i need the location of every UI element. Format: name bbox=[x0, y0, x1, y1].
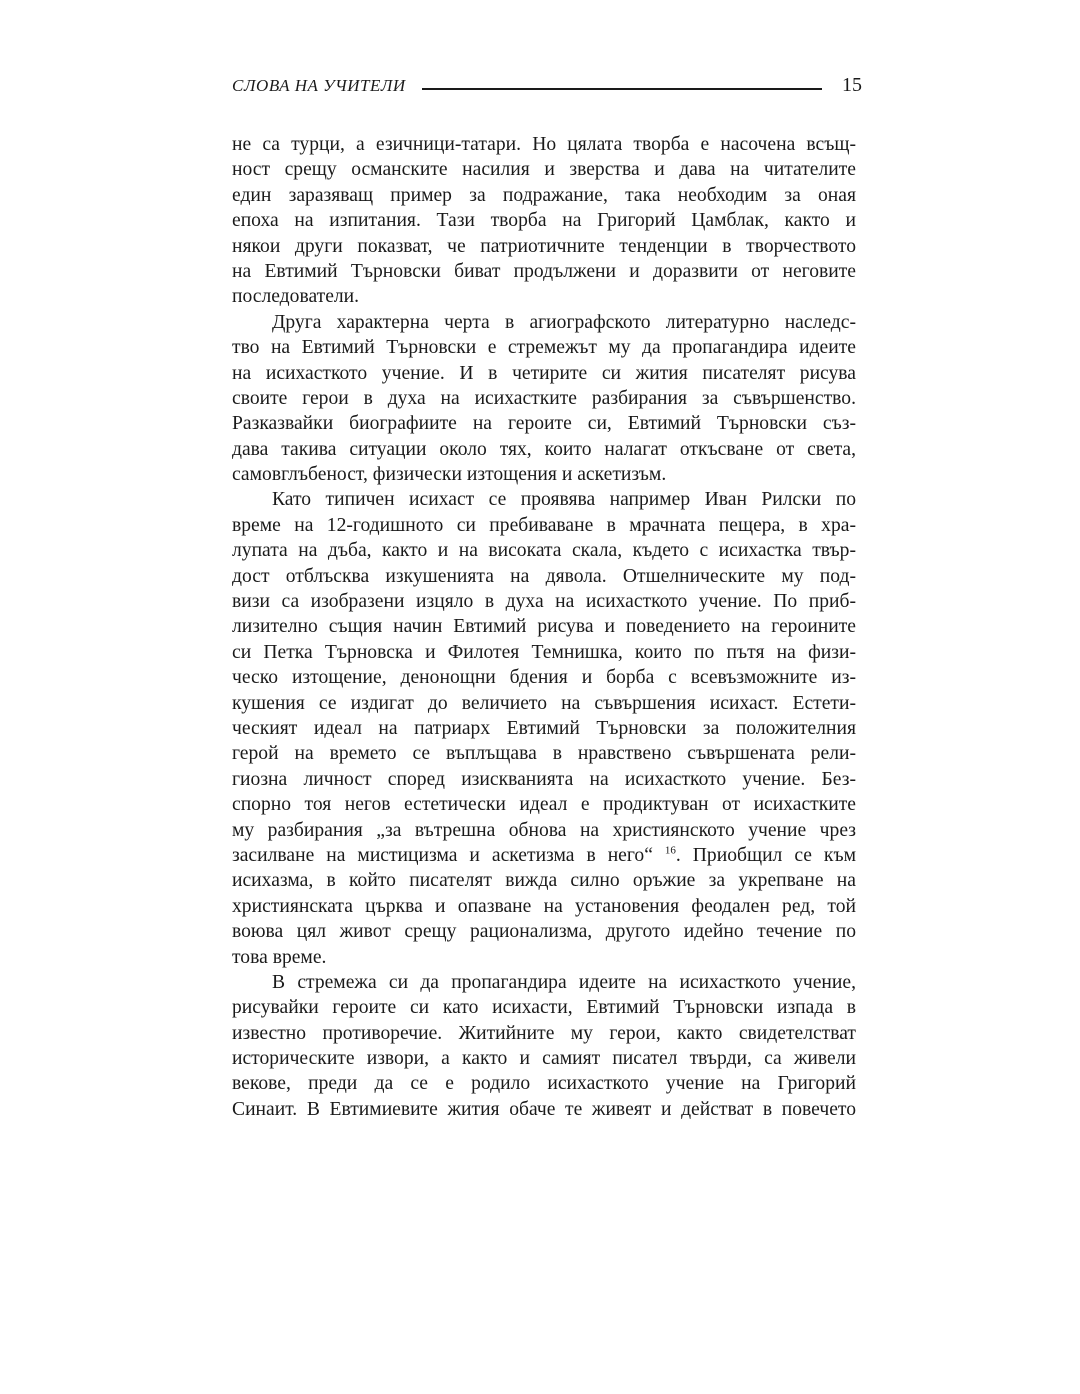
text-line: кушения се издигат до величието на съвършения исихаст. Естети- bbox=[232, 692, 856, 714]
text-line: лупата на дъба, както и на високата скала, където с исихастка твър- bbox=[232, 540, 856, 562]
text-line: лизително същия начин Евтимий рисува и поведението на героините bbox=[232, 616, 856, 638]
text-line: на исихасткото учение. И в четирите си жития писателят рисува bbox=[232, 362, 856, 384]
text-line: герой на времето се въплъщава в нравствено съвършената рели- bbox=[232, 743, 856, 765]
text-line: християнската църква и опазване на установения феодален ред, той bbox=[232, 895, 856, 917]
paragraph bbox=[232, 487, 856, 969]
text-line: ност срещу османските насилия и зверства и дава на читателите bbox=[232, 159, 856, 181]
text-segment: засилване на мистицизма и аскетизма в него“ bbox=[232, 844, 653, 866]
text-line: дава такива ситуации около тях, които налагат откъсване от света, bbox=[232, 438, 856, 460]
text-segment: . Приобщил се към bbox=[675, 844, 856, 866]
text-line: известно противоречие. Житийните му герои, както свидетелстват bbox=[232, 1022, 856, 1044]
text-line: Като типичен исихаст се проявява например Иван Рилски по bbox=[272, 489, 856, 511]
text-line: не са турци, а езичници-татари. Но цялата творба е насочена всъщ- bbox=[232, 134, 856, 155]
text-line: исихазма, в който писателят вижда силно оръжие за укрепване на bbox=[232, 870, 856, 892]
paragraph bbox=[232, 132, 856, 310]
text-line: му разбирания „за вътрешна обнова на християнското учение чрез bbox=[232, 819, 856, 841]
text-line: Синаит. В Евтимиевите жития обаче те живеят и действат в повечето bbox=[232, 1098, 856, 1120]
text-line: някои други показват, че патриотичните тенденции в творчеството bbox=[232, 235, 856, 257]
text-line: време на 12-годишното си пребиваване в мрачната пещера, в хра- bbox=[232, 514, 856, 536]
text-line: последователи. bbox=[232, 286, 360, 308]
page-number: 15 bbox=[842, 74, 862, 96]
running-title: СЛОВА НА УЧИТЕЛИ bbox=[232, 76, 406, 95]
text-line: Разказвайки биографиите на героите си, Евтимий Търновски съз- bbox=[232, 413, 856, 435]
text-line: дост отблъсква изкушенията на дявола. Отшелническите му под- bbox=[232, 565, 856, 587]
text-line: самовглъбеност, физически изтощения и аскетизъм. bbox=[232, 464, 667, 486]
text-line: своите герои в духа на исихастките разбирания за съвършенство. bbox=[232, 387, 856, 409]
text-line: рисувайки героите си като исихасти, Евтимий Търновски изпада в bbox=[232, 997, 856, 1019]
text-line: това време. bbox=[232, 946, 327, 968]
body-text bbox=[232, 132, 856, 1122]
text-line: ческият идеал на патриарх Евтимий Търновски за положителния bbox=[232, 717, 856, 739]
paragraph bbox=[232, 970, 856, 1122]
text-line: тво на Евтимий Търновски е стремежът му да пропагандира идеите bbox=[232, 337, 856, 359]
text-line: си Петка Търновска и Филотея Темнишка, които по пътя на физи- bbox=[232, 641, 856, 663]
text-line: епоха на изпитания. Тази творба на Григорий Цамблак, както и bbox=[232, 210, 856, 232]
footnote-reference[interactable]: 16 bbox=[664, 844, 676, 857]
text-line: Друга характерна черта в агиографското литературно наследс- bbox=[272, 311, 856, 333]
paragraph bbox=[232, 310, 856, 488]
text-line: воюва цял живот срещу рационализма, другото идейно течение по bbox=[232, 921, 856, 943]
text-line: спорно тоя негов естетически идеал е продиктуван от исихастките bbox=[232, 794, 856, 816]
text-line: историческите извори, а както и самият писател твърди, са живели bbox=[232, 1048, 856, 1070]
text-line: един заразяващ пример за подражание, така необходим за оная bbox=[232, 184, 856, 206]
text-line: В стремежа си да пропагандира идеите на исихасткото учение, bbox=[272, 971, 856, 993]
text-line: гиозна личност според изискванията на исихасткото учение. Без- bbox=[232, 768, 856, 790]
header-rule bbox=[422, 88, 822, 90]
text-line bbox=[232, 843, 856, 868]
text-line: на Евтимий Търновски биват продължени и доразвити от неговите bbox=[232, 260, 856, 282]
text-line: векове, преди да се е родило исихасткото учение на Григорий bbox=[232, 1073, 856, 1095]
text-line: ческо изтощение, денонощни бдения и борба с всевъзможните из- bbox=[232, 667, 856, 689]
running-header bbox=[232, 74, 862, 100]
text-line: визи са изобразени изцяло в духа на исихасткото учение. По приб- bbox=[232, 591, 856, 613]
